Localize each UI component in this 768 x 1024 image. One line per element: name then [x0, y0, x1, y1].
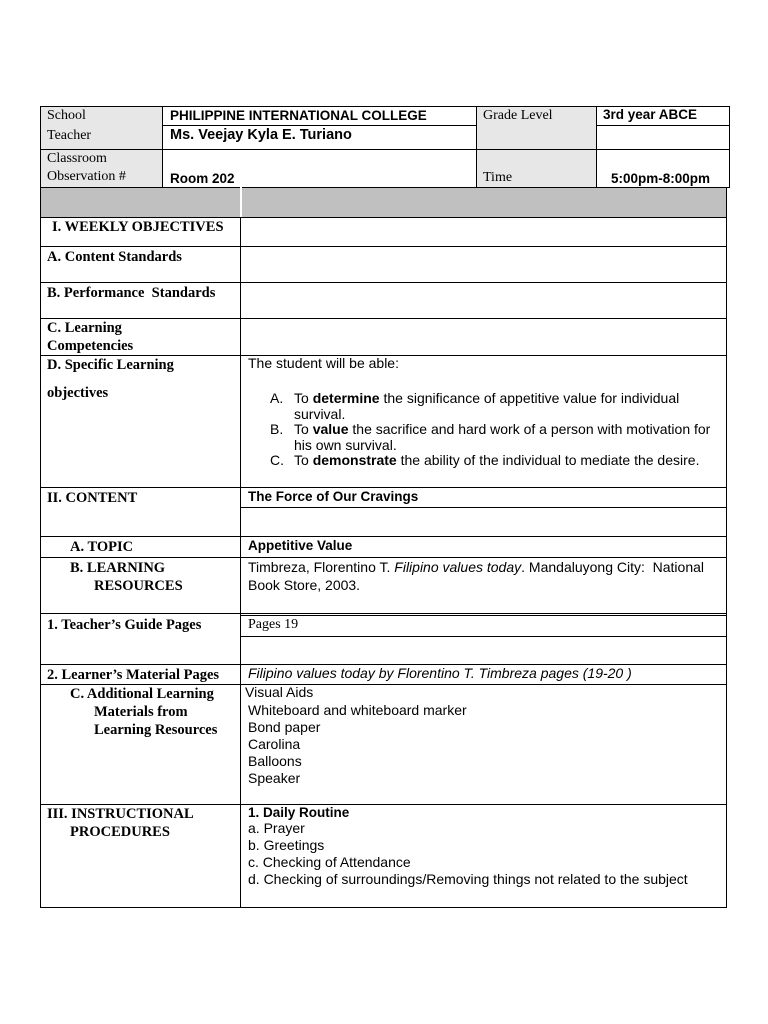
objective-item: C. To demonstrate the ability of the individual to mediate the desire. [270, 452, 700, 468]
procedure-item: c. Checking of Attendance [248, 854, 411, 870]
section-topic: A. TOPIC [70, 539, 134, 555]
teacher-name: Ms. Veejay Kyla E. Turiano [170, 127, 352, 143]
observation-label-line1: Classroom [47, 151, 107, 166]
section-weekly-objectives: I. WEEKLY OBJECTIVES [52, 219, 224, 235]
section-instructional-line1: III. INSTRUCTIONAL [47, 806, 194, 822]
section-content: II. CONTENT [47, 490, 138, 506]
content-title: The Force of Our Cravings [248, 489, 419, 504]
reference-citation: Timbreza, Florentino T. Filipino values today. Mandaluyong City: National [248, 559, 705, 575]
time-value: 5:00pm-8:00pm [611, 171, 711, 186]
material-item: Carolina [248, 736, 301, 752]
procedure-item: b. Greetings [248, 837, 325, 853]
material-item: Balloons [248, 753, 302, 769]
learners-material-pages: Filipino values today by Florentino T. Timbreza pages (19-20 ) [248, 665, 632, 681]
section-content-standards: A. Content Standards [47, 249, 182, 265]
section-specific-objectives-line2: objectives [47, 385, 109, 401]
section-learning-resources-line1: B. LEARNING [70, 560, 166, 576]
section-learners-material: 2. Learner’s Material Pages [47, 667, 220, 683]
procedures-list [248, 820, 688, 888]
procedure-item: d. Checking of surroundings/Removing things not related to the subject [248, 871, 688, 887]
objectives-intro: The student will be able: [248, 355, 399, 371]
school-label: School [47, 108, 86, 123]
objective-item: B. To value the sacrifice and hard work of a person with motivation for his own survival. [270, 421, 711, 453]
objective-item: A. To determine the significance of appetitive value for individual survival. [270, 390, 680, 422]
material-item: Speaker [248, 770, 301, 786]
section-additional-line3: Learning Resources [94, 722, 218, 738]
section-additional-line2: Materials from [94, 704, 188, 720]
section-teachers-guide: 1. Teacher’s Guide Pages [47, 617, 202, 633]
section-learning-resources-line2: RESOURCES [94, 578, 183, 594]
time-label: Time [483, 170, 513, 185]
procedure-item: a. Prayer [248, 820, 305, 836]
table-header-band [41, 188, 726, 217]
teacher-label: Teacher [47, 128, 92, 143]
grade-level-label: Grade Level [483, 108, 553, 123]
reference-citation-line2: Book Store, 2003. [248, 577, 361, 593]
section-performance-standards: B. Performance Standards [47, 285, 216, 301]
school-name: PHILIPPINE INTERNATIONAL COLLEGE [170, 108, 427, 123]
section-learning-competencies-line1: C. Learning [47, 320, 122, 336]
materials-heading: Visual Aids [245, 684, 314, 700]
room-value: Room 202 [170, 171, 235, 186]
material-item: Bond paper [248, 719, 321, 735]
section-instructional-line2: PROCEDURES [70, 824, 170, 840]
topic-value: Appetitive Value [248, 538, 353, 553]
grade-level-value: 3rd year ABCE [603, 107, 698, 122]
observation-label-line2: Observation # [47, 169, 126, 184]
material-item: Whiteboard and whiteboard marker [248, 702, 467, 718]
objectives-list [248, 391, 723, 469]
section-learning-competencies-line2: Competencies [47, 338, 134, 354]
teachers-guide-pages: Pages 19 [248, 617, 299, 632]
materials-list [248, 702, 467, 787]
procedures-heading: 1. Daily Routine [248, 805, 350, 820]
section-specific-objectives-line1: D. Specific Learning [47, 357, 174, 373]
section-additional-line1: C. Additional Learning [70, 686, 214, 702]
